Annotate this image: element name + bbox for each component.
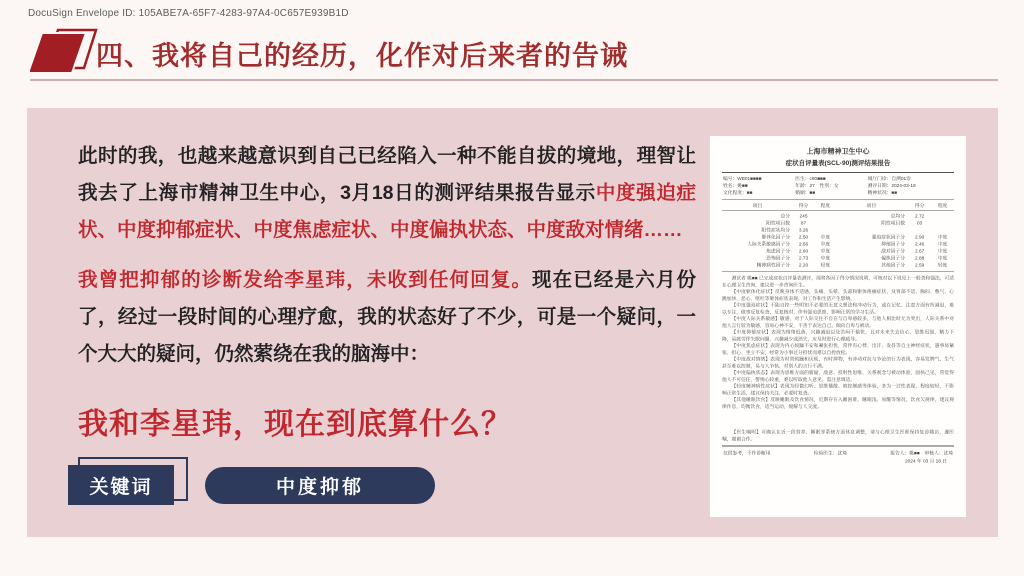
report-paragraph: 【中度躯体化症状】反映身体不适感，头痛、头晕、头部和躯体疼痛症状，及胃部不适、胸闷、憋气、心跳加快、恶心、呕吐等躯体症状表现，对工作和生活产生影响。 <box>722 289 954 302</box>
question-text: 我和李星玮，现在到底算什么？ <box>78 408 512 441</box>
scl90-report-image <box>710 136 966 517</box>
report-footer-signatures: 报告人：姚■■ 审核人：沈琦 <box>890 450 953 456</box>
report-footer-doctor: 检验医生：沈琦 <box>813 450 848 456</box>
report-content <box>710 136 966 464</box>
report-paragraph: 【中度人际关系敏感】敏感，对于人际交往不自在与自卑感较多，与他人相比时尤为突出，人际关系中对他人言行较为敏感，容易心神不安，不善于表达自己，倾向自卑与被动。 <box>722 316 954 329</box>
keyword-button[interactable] <box>68 465 174 505</box>
paragraph-2 <box>78 262 696 373</box>
report-footer-disclaimer: 仅供参考，不作诊断用 <box>723 450 771 456</box>
report-paragraph: 【轻度精神病性症状】表现为轻微幻听、思维播散、被控制感等体验，多为一过性表现，程度较轻，不影响正常生活，建议保持关注，必要时复查。 <box>722 383 954 396</box>
moderate-depression-tag-button[interactable]: 中度抑郁 <box>205 467 435 504</box>
report-paragraph: 测试者 姚■■ 已完成症状自评量表测评，现将各因子得分情况说明，可核对以下说见上一般类和强法，可适在心理卫生咨询，建议进一步咨询医生。 <box>722 275 954 288</box>
title-divider <box>30 79 998 81</box>
p2-red-text: 我曾把抑郁的诊断发给李星玮，未收到任何回复。 <box>78 269 533 291</box>
book-icon <box>30 26 98 82</box>
report-paragraph: 【中度强迫症状】不能自控一些明知不必要的无意义想法和冲动行为，或在记忆、注意方面有所减退，难以专注，做事反复检查、反复核对，伴有强迫思维，影响正常的学习生活。 <box>722 302 954 315</box>
report-date: 2024 年 03 月 18 日 <box>905 458 947 464</box>
report-paragraph: 【中度敌对情绪】表现为时常烦躁和厌烦，有时摔物，有冲动对抗与争论的行为表现，容易发脾气、生气甚至难以控制，易与人争执，对别人的言行不满。 <box>722 356 954 369</box>
report-paragraph: 【中度焦虑症状】表现为内心烦躁不安和紧张担忧，常伴有心悸、出汗、发抖等自主神经症状，遇事易紧张、担心、坐立不安，经常为小事过分担忧而难以自控放松。 <box>722 343 954 356</box>
report-title: 症状自评量表(SCL-90)测评结果报告 <box>785 159 891 167</box>
report-info-grid: 编号：WB01■■■■ 医生：c90■■■ 城厅门诊：自测01诊 姓名：姚■■ 年龄：27 性别：女 测评日期：2024-03-18 文化程度：■■ 婚姻：■■ 精神状况：■■ <box>722 172 954 200</box>
p2-dark-text: 现在已经是六月份了，经过一段时间的心理疗愈，我的状态好了不少，可是一个疑问，一个大大的疑问，仍然萦绕在我的脑海中： <box>78 269 696 365</box>
report-paragraphs <box>722 275 954 443</box>
report-table-header: 项目 得分 程度 项目 得分 程度 <box>722 200 954 212</box>
paragraph-1 <box>78 138 696 249</box>
report-paragraph: 【其他睡眠饮食】反映睡眠及饮食情况，近期存在入睡困难、睡眠浅、易醒等情况，饮食欠规律，建议规律作息，均衡饮食，适当运动，缓解与人交流。 <box>722 397 954 410</box>
body-text <box>78 138 696 443</box>
report-footer <box>722 446 954 457</box>
p1-red-text: 中度强迫症状、中度抑郁症状、中度焦虑症状、中度偏执状态、中度敌对情绪…… <box>78 182 696 241</box>
report-paragraph: 【中度偏执状态】表现为思维方面的猜疑、敌意、投射性思维、关系观念与被动体验，固执己见，常觉得他人不可信任，警惕心较重，难以听取他人意见，需注意调适。 <box>722 370 954 383</box>
report-paragraph: 【中度抑郁症状】表现为情绪低落，兴趣减退以及苦闷不愉快，且对未来失去信心，思维迟缓，精力下降，易疲劳伴失眠问题，兴趣减少或消失，应及时进行心理疏导。 <box>722 329 954 342</box>
report-hospital-name: 上海市精神卫生中心 <box>806 147 870 155</box>
report-table-body: 总分 245 总均分 2.72 阳性项目数 87 阴性项目数 03 阳性症状均分 3.26 躯体化因子分 2.50 中度 强迫症状因子分 2.90 中度 人际关系敏感因子分 2.56 中度 抑郁因子分 2.46 中度 焦虑因子分 2.60 中度 敌对因子分 2.67 中度 恐怖因子分 2.73 中度 偏执因子分 2.88 中度 精神病性因子分 2.20 轻度 其他因子分 2.59 轻度 <box>722 211 954 272</box>
docusign-envelope-id: DocuSign Envelope ID: 105ABE7A-65F7-4283-97A4-0C657E939B1D <box>28 8 349 19</box>
page-title: 四、我将自己的经历，化作对后来者的告诫 <box>96 41 628 71</box>
keyword-button-label: 关键词 <box>89 476 153 498</box>
report-paragraph: 【医生嘱咐】可确认在近一段营养、睡眠等系统方面休息调整，请与心理卫生医师保持复诊随访，遵医嘱，谢谢合作。 <box>722 429 954 442</box>
p1-dark-text: 此时的我，也越来越意识到自己已经陷入一种不能自拔的境地，理智让我去了上海市精神卫生中心，3月18日的测评结果报告显示 <box>78 145 696 204</box>
